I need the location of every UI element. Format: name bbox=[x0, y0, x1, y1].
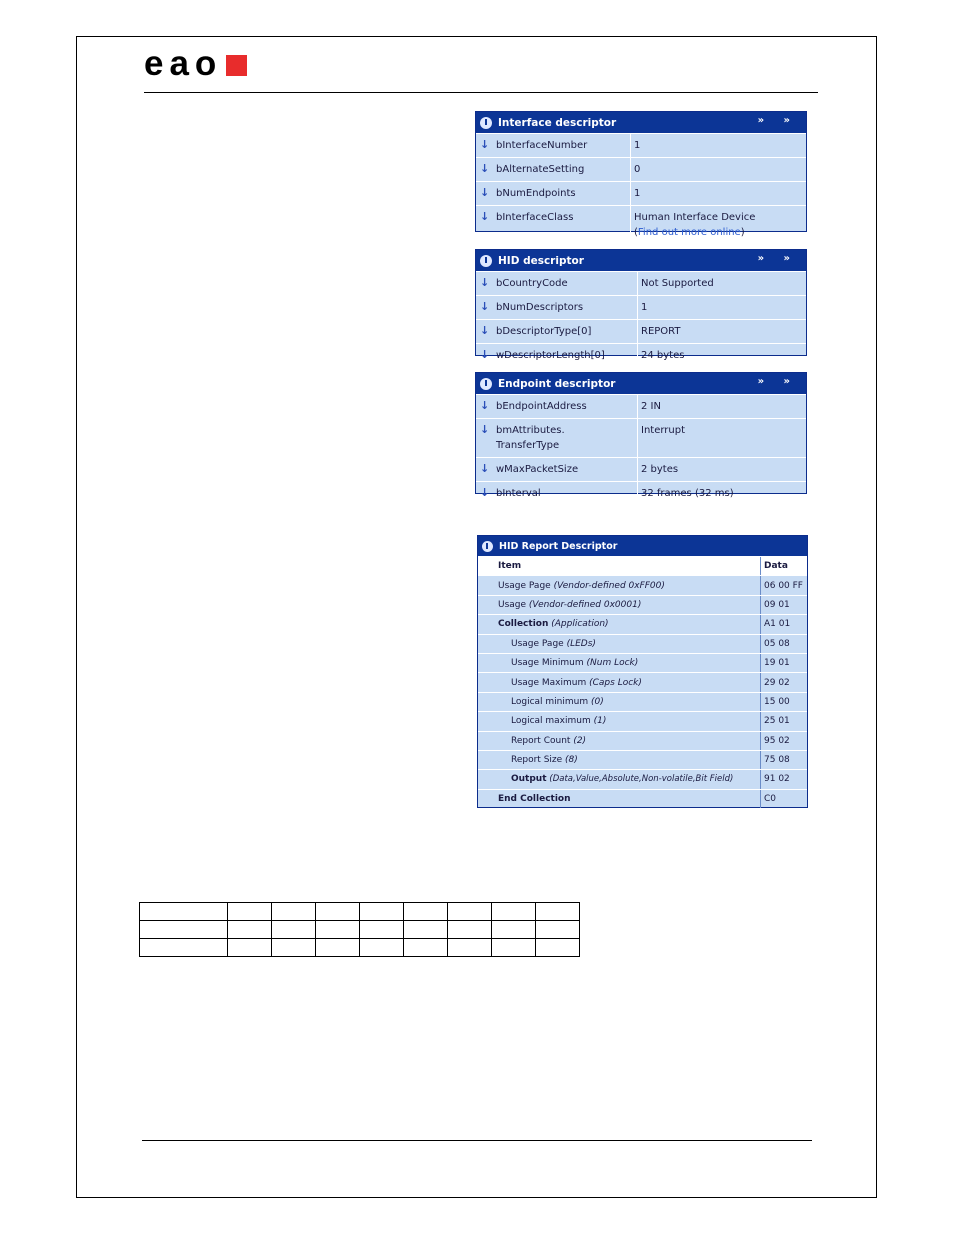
info-icon[interactable]: ↓ bbox=[480, 423, 490, 436]
info-icon[interactable]: ↓ bbox=[480, 324, 490, 337]
hid-descriptor-panel bbox=[475, 249, 807, 361]
info-icon[interactable]: ↓ bbox=[480, 210, 490, 223]
collapse-expand-icon[interactable]: » » bbox=[757, 376, 798, 387]
table-row: Usage (Vendor-defined 0x0001) 09 01 bbox=[478, 595, 807, 614]
descriptor-row: ↓ bNumDescriptors 1 bbox=[476, 295, 806, 319]
table-row: Output (Data,Value,Absolute,Non-volatile,Bit Field) 91 02 bbox=[478, 769, 807, 788]
info-icon[interactable]: ↓ bbox=[480, 276, 490, 289]
logo-text: eao bbox=[144, 44, 223, 83]
info-bulb-icon bbox=[480, 255, 492, 267]
info-icon[interactable]: ↓ bbox=[480, 300, 490, 313]
table-row: Logical maximum (1) 25 01 bbox=[478, 711, 807, 730]
descriptor-row: ↓ bCountryCode Not Supported bbox=[476, 271, 806, 295]
hid-report-header bbox=[478, 536, 807, 556]
info-bulb-icon bbox=[480, 378, 492, 390]
descriptor-row: ↓ wDescriptorLength[0] 24 bytes bbox=[476, 343, 806, 367]
collapse-expand-icon[interactable]: » » bbox=[757, 253, 798, 264]
eao-logo bbox=[144, 46, 247, 82]
panel-title: HID descriptor bbox=[498, 254, 584, 267]
collapse-expand-icon[interactable]: » » bbox=[757, 115, 798, 126]
table-row: Usage Page (LEDs) 05 08 bbox=[478, 634, 807, 653]
table-row: Usage Minimum (Num Lock) 19 01 bbox=[478, 653, 807, 672]
empty-grid-table bbox=[139, 902, 580, 957]
info-icon[interactable]: ↓ bbox=[480, 486, 490, 499]
info-icon[interactable]: ↓ bbox=[480, 138, 490, 151]
interface-descriptor-header[interactable] bbox=[476, 112, 806, 133]
table-row: End Collection C0 bbox=[478, 789, 807, 808]
table-row: Collection (Application) A1 01 bbox=[478, 614, 807, 633]
footer-rule bbox=[142, 1140, 812, 1141]
descriptor-row: ↓ bmAttributes. TransferType Interrupt bbox=[476, 418, 806, 457]
descriptor-row: ↓ bInterfaceClass Human Interface Device (Find out more online) bbox=[476, 205, 806, 244]
table-row bbox=[140, 903, 580, 921]
item-column-header: Item bbox=[478, 557, 761, 575]
table-row bbox=[140, 921, 580, 939]
descriptor-row: ↓ wMaxPacketSize 2 bytes bbox=[476, 457, 806, 481]
table-header-row bbox=[478, 556, 807, 575]
info-icon[interactable]: ↓ bbox=[480, 186, 490, 199]
endpoint-descriptor-header[interactable] bbox=[476, 373, 806, 394]
data-column-header: Data bbox=[764, 561, 788, 572]
descriptor-row: ↓ bAlternateSetting 0 bbox=[476, 157, 806, 181]
info-bulb-icon bbox=[482, 541, 493, 552]
hid-report-descriptor bbox=[477, 535, 808, 808]
panel-title: HID Report Descriptor bbox=[499, 540, 618, 552]
interface-descriptor-panel bbox=[475, 111, 807, 238]
header-rule bbox=[144, 92, 818, 93]
info-icon[interactable]: ↓ bbox=[480, 162, 490, 175]
table-row: Usage Maximum (Caps Lock) 29 02 bbox=[478, 672, 807, 691]
descriptor-row: ↓ bEndpointAddress 2 IN bbox=[476, 394, 806, 418]
info-icon[interactable]: ↓ bbox=[480, 399, 490, 412]
descriptor-row: ↓ bNumEndpoints 1 bbox=[476, 181, 806, 205]
info-bulb-icon bbox=[480, 117, 492, 129]
endpoint-descriptor-panel bbox=[475, 372, 807, 499]
descriptor-row: ↓ bDescriptorType[0] REPORT bbox=[476, 319, 806, 343]
table-row bbox=[140, 939, 580, 957]
table-row: Report Size (8) 75 08 bbox=[478, 750, 807, 769]
table-row: Report Count (2) 95 02 bbox=[478, 731, 807, 750]
panel-title: Interface descriptor bbox=[498, 116, 617, 129]
hid-descriptor-header[interactable] bbox=[476, 250, 806, 271]
descriptor-row: ↓ bInterfaceNumber 1 bbox=[476, 133, 806, 157]
panel-title: Endpoint descriptor bbox=[498, 377, 616, 390]
table-row: Usage Page (Vendor-defined 0xFF00) 06 00 FF bbox=[478, 575, 807, 594]
find-out-more-link[interactable]: Find out more online bbox=[637, 227, 741, 238]
descriptor-row: ↓ bInterval 32 frames (32 ms) bbox=[476, 481, 806, 505]
logo-red-square bbox=[226, 55, 247, 76]
info-icon[interactable]: ↓ bbox=[480, 462, 490, 475]
table-row: Logical minimum (0) 15 00 bbox=[478, 692, 807, 711]
info-icon[interactable]: ↓ bbox=[480, 348, 490, 361]
